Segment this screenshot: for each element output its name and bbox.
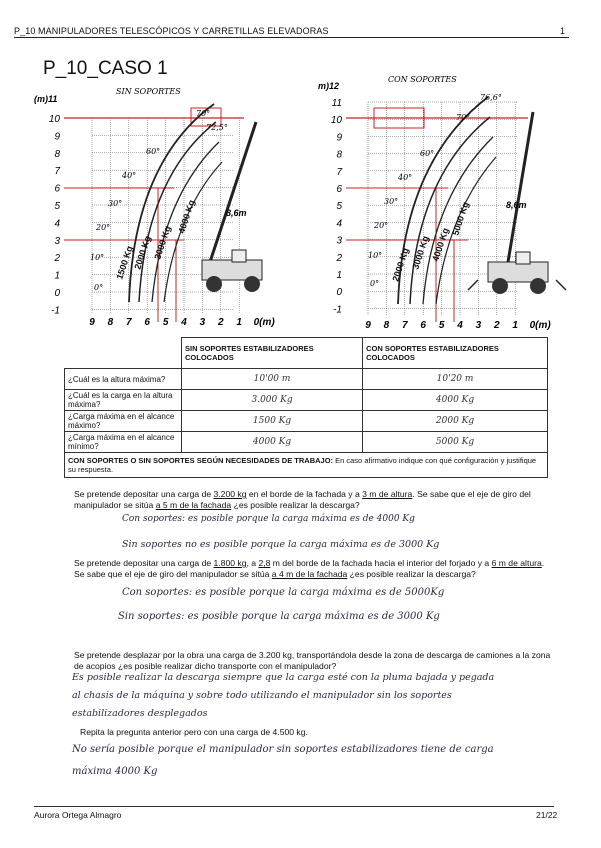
x-tick-label: 2 [218, 317, 224, 328]
x-tick-label: 2 [494, 320, 500, 331]
angle-label: 10° [90, 253, 105, 262]
x-tick-label: 5 [438, 320, 445, 331]
angle-label: 10° [368, 251, 383, 260]
x-tick-label: 3 [475, 320, 482, 331]
header-rule [14, 37, 569, 38]
y-tick-label: 7 [54, 166, 60, 178]
x-tick-label: 4 [181, 317, 187, 328]
reach-label: 8,6m [506, 200, 527, 210]
angle-label: 70° [196, 109, 211, 118]
y-unit: (m)11 [34, 94, 58, 104]
question-1: Se pretende depositar una carga de 3.200 kg en el borde de la fachada y a 3 m de altura. Se sabe que el eje de giro del manipulador se sitúa a 5 m de la fachada ¿es posible realizar la descarga? [74, 489, 531, 510]
footer-author: Aurora Ortega Almagro [34, 810, 122, 820]
header-title: P_10 MANIPULADORES TELESCÓPICOS Y CARRETILLAS ELEVADORAS [14, 26, 329, 36]
questions-table [64, 337, 548, 478]
y-tick-label: -1 [51, 305, 60, 317]
load-chart-with-supports [318, 72, 578, 334]
x-tick-label: 8 [383, 320, 390, 331]
reach-label: 8,6m [226, 208, 247, 218]
load-curve-label: 5000 Kg [450, 200, 471, 237]
x-tick-label: 1 [512, 320, 518, 331]
y-tick-label: 7 [336, 166, 342, 178]
table-row: ¿Carga máxima en el alcance máximo? 1500 Kg 2000 Kg [65, 411, 548, 432]
x-tick-label: 7 [126, 317, 132, 328]
x-tick-label: 9 [365, 320, 371, 331]
load-chart-without-supports [34, 82, 284, 332]
y-tick-label: 6 [54, 183, 60, 195]
y-tick-label: 3 [54, 235, 60, 247]
answer-1a: Con soportes: es posible porque la carga máxima es de 4000 Kg [122, 514, 415, 524]
x-tick-label: 5 [162, 317, 169, 328]
angle-label: 40° [122, 171, 137, 180]
angle-label: 0° [94, 283, 104, 292]
y-tick-label: 4 [336, 218, 342, 230]
case-title: P_10_CASO 1 [43, 58, 168, 79]
load-curve-label: 1500 Kg [114, 244, 135, 281]
y-tick-label: 10 [330, 115, 342, 127]
load-curve-label: 3000 Kg [410, 234, 431, 271]
x-tick-label: 9 [89, 317, 95, 328]
y-tick-label: 1 [54, 270, 60, 282]
table-row: ¿Cuál es la altura máxima? 10'00 m 10'20 m [65, 369, 548, 390]
answer-3b: al chasis de la máquina y sobre todo utilizando el manipulador sin los soportes [72, 690, 452, 701]
answer-3c: estabilizadores desplegados [72, 708, 208, 719]
y-tick-label: 9 [336, 132, 342, 144]
question-4: Repita la pregunta anterior pero con una carga de 4.500 kg. [80, 727, 308, 737]
answer-1b: Sin soportes no es posible porque la carga máxima es de 3000 Kg [122, 539, 440, 550]
y-tick-label: 0 [54, 288, 60, 299]
question-2: Se pretende depositar una carga de 1.800 kg, a 2,8 m del borde de la fachada hacia el interior del forjado y a 6 m de altura. Se sabe que el eje de giro del manipulador se sitúa a 4 m de la fachada ¿es posible realizar la descarga? [74, 558, 545, 579]
angle-label: 20° [374, 221, 389, 230]
y-tick-label: 3 [336, 235, 342, 247]
y-unit: m)12 [318, 81, 340, 91]
x-tick-label: 7 [402, 320, 408, 331]
table-note: CON SOPORTES O SIN SOPORTES SEGÚN NECESIDADES DE TRABAJO: En caso afirmativo indique con qué configuración y justifique su respuesta. [65, 453, 548, 478]
y-tick-label: 11 [331, 98, 342, 109]
angle-label: 60° [420, 149, 435, 158]
angle-label: 30° [384, 197, 399, 206]
question-3: Se pretende desplazar por la obra una carga de 3.200 kg, transportándola desde la zona de descarga de camiones a la zona de acopios ¿es posible realizar dicho transporte con el manipulador? [74, 650, 551, 671]
load-curve-label: 2000 Kg [390, 246, 411, 283]
load-curve-label: 4000 Kg [176, 198, 197, 235]
answer-2b: Sin soportes: es posible porque la carga máxima es de 3000 Kg [118, 611, 440, 622]
angle-label: 0° [370, 279, 380, 288]
y-tick-label: 5 [54, 201, 60, 212]
y-tick-label: 9 [54, 131, 60, 143]
x-tick-label: 6 [144, 317, 150, 328]
load-curve-label: 4000 Kg [430, 226, 451, 263]
y-tick-label: 6 [336, 184, 342, 195]
col-header-without-supports: SIN SOPORTES ESTABILIZADORES COLOCADOS [182, 338, 363, 369]
y-tick-label: 5 [336, 201, 342, 213]
angle-label: 60° [146, 147, 161, 156]
table-row: ¿Cuál es la carga en la altura máxima? 3.000 Kg 4000 Kg [65, 390, 548, 411]
answer-2a: Con soportes: es posible porque la carga máxima es de 5000Kg [122, 587, 445, 598]
angle-label: 20° [96, 223, 111, 232]
footer-page: 21/22 [536, 810, 558, 820]
y-tick-label: 8 [54, 148, 60, 160]
chart-label: CON SOPORTES [388, 75, 457, 84]
answer-3a: Es posible realizar la descarga siempre que la carga esté con la pluma bajada y pegada [72, 672, 495, 683]
y-tick-label: -1 [333, 304, 342, 316]
angle-label: 72,5° [206, 123, 228, 132]
x-tick-label: 6 [420, 320, 426, 331]
x-tick-label: 3 [199, 317, 206, 328]
x-unit: 0(m) [529, 320, 551, 331]
angle-label: 30° [108, 199, 123, 208]
load-curve-label: 2000 Kg [132, 234, 153, 271]
load-curve-label: 3000 Kg [152, 224, 173, 261]
footer-rule [34, 806, 554, 807]
x-tick-label: 4 [457, 320, 463, 331]
col-header-with-supports: CON SOPORTES ESTABILIZADORES COLOCADOS [363, 338, 548, 369]
y-tick-label: 0 [336, 287, 342, 299]
x-unit: 0(m) [253, 317, 275, 328]
x-tick-label: 8 [107, 317, 114, 328]
x-tick-label: 1 [236, 317, 242, 328]
answer-4a: No sería posible porque el manipulador sin soportes estabilizadores tiene de carga [72, 744, 494, 755]
y-tick-label: 8 [336, 149, 342, 161]
angle-label: 40° [398, 173, 413, 182]
y-tick-label: 2 [336, 252, 342, 264]
answer-4b: máxima 4000 Kg [72, 766, 158, 777]
angle-label: 76,6° [480, 93, 502, 102]
y-tick-label: 10 [48, 114, 60, 125]
angle-label: 70° [456, 113, 471, 122]
y-tick-label: 2 [54, 253, 60, 265]
y-tick-label: 4 [54, 218, 60, 230]
table-row: ¿Carga máxima en el alcance mínimo? 4000 Kg 5000 Kg [65, 432, 548, 453]
header-page-number: 1 [560, 26, 566, 36]
chart-label: SIN SOPORTES [116, 87, 181, 96]
y-tick-label: 1 [336, 270, 342, 281]
